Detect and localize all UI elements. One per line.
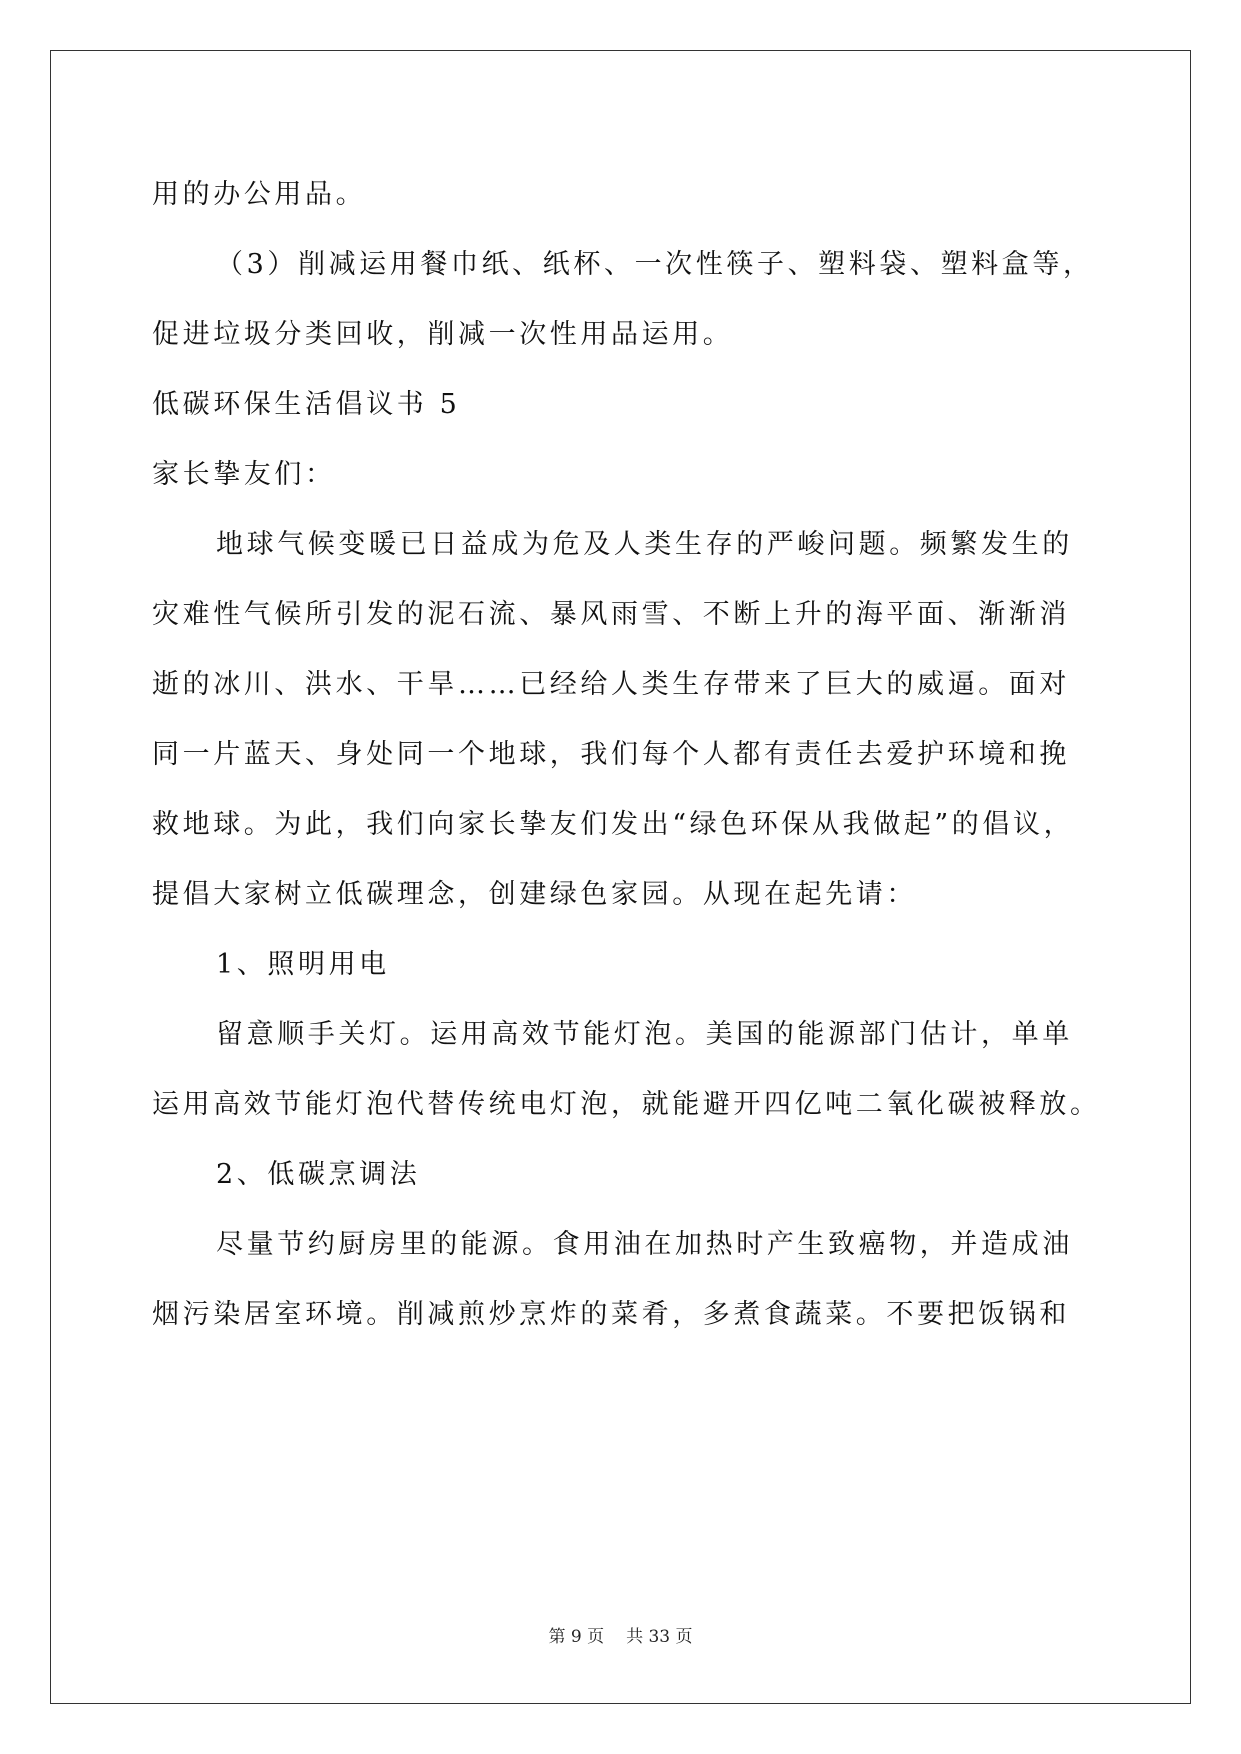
list-item-heading: 2、低碳烹调法	[216, 1159, 421, 1190]
paragraph-line: 尽量节约厨房里的能源。食用油在加热时产生致癌物，并造成油	[216, 1229, 1073, 1260]
paragraph-line: 用的办公用品。	[152, 179, 367, 210]
document-body	[152, 160, 1101, 1350]
paragraph-line: 留意顺手关灯。运用高效节能灯泡。美国的能源部门估计，单单	[216, 1019, 1073, 1050]
paragraph-line: 同一片蓝天、身处同一个地球，我们每个人都有责任去爱护环境和挽	[152, 739, 1070, 770]
paragraph-line: 地球气候变暖已日益成为危及人类生存的严峻问题。频繁发生的	[216, 529, 1073, 560]
list-item-heading: 1、照明用电	[216, 949, 390, 980]
salutation: 家长挚友们：	[152, 459, 336, 490]
page-number: 第 9 页	[548, 1627, 605, 1647]
paragraph-line: 提倡大家树立低碳理念，创建绿色家园。从现在起先请：	[152, 879, 917, 910]
paragraph-line: 烟污染居室环境。削减煎炒烹炸的菜肴，多煮食蔬菜。不要把饭锅和	[152, 1299, 1070, 1330]
section-heading: 低碳环保生活倡议书 5	[152, 389, 461, 420]
page-total: 共 33 页	[626, 1627, 693, 1647]
paragraph-line: （3）削减运用餐巾纸、纸杯、一次性筷子、塑料袋、塑料盒等，	[216, 249, 1094, 280]
paragraph-line: 逝的冰川、洪水、干旱……已经给人类生存带来了巨大的威逼。面对	[152, 669, 1070, 700]
paragraph-line: 灾难性气候所引发的泥石流、暴风雨雪、不断上升的海平面、渐渐消	[152, 599, 1070, 630]
page-footer	[0, 1622, 1241, 1647]
paragraph-line: 运用高效节能灯泡代替传统电灯泡，就能避开四亿吨二氧化碳被释放。	[152, 1089, 1101, 1120]
paragraph-line: 促进垃圾分类回收，削减一次性用品运用。	[152, 319, 734, 350]
paragraph-line: 救地球。为此，我们向家长挚友们发出“绿色环保从我做起”的倡议，	[152, 809, 1075, 840]
